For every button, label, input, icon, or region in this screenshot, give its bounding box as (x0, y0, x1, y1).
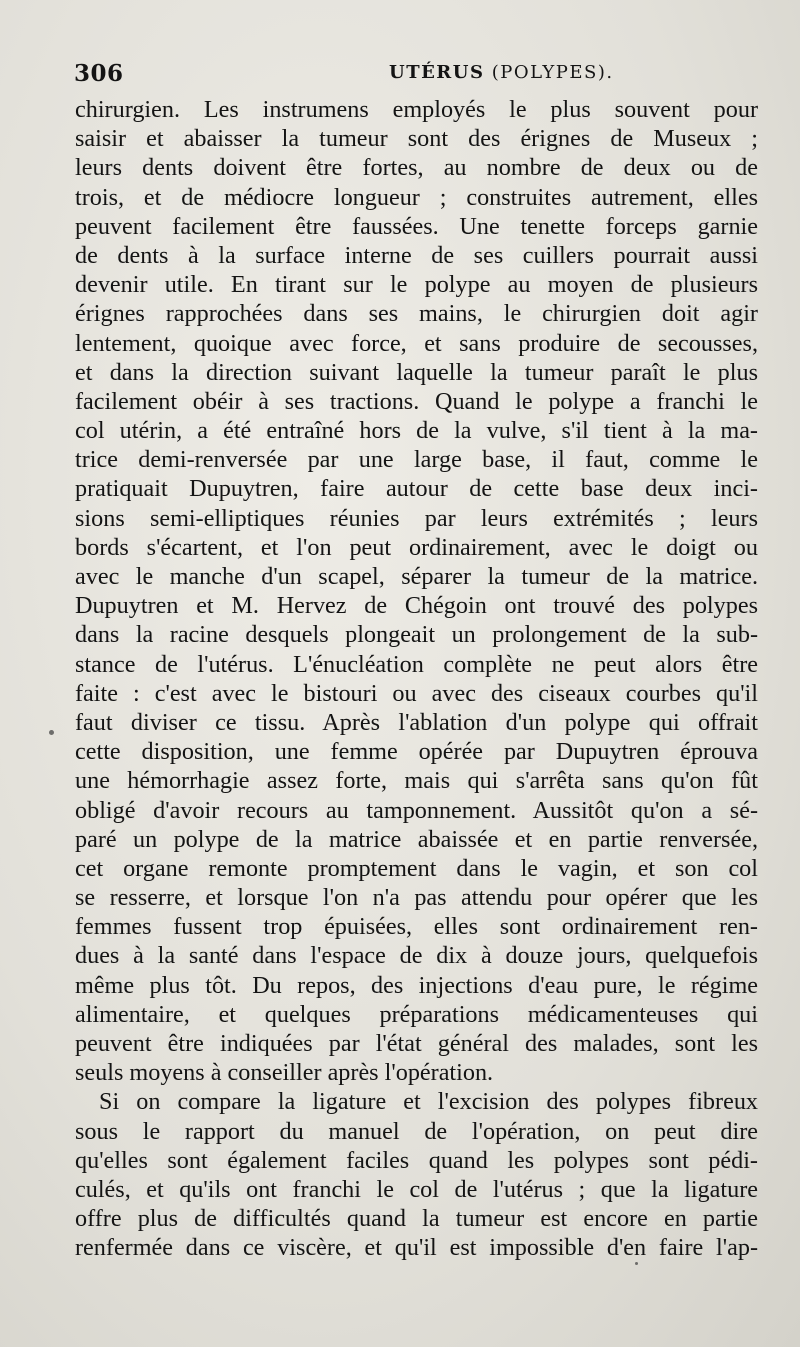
text-line: paré un polype de la matrice abaissée et en partie renversée, (75, 825, 758, 853)
text-line: Dupuytren et M. Hervez de Chégoin ont trouvé des polypes (75, 592, 758, 620)
text-line: devenir utile. En tirant sur le polype au moyen de plusieurs (75, 271, 758, 299)
text-line: lentement, quoique avec force, et sans produire de secousses, (75, 329, 758, 357)
text-line: érignes rapprochées dans ses mains, le chirurgien doit agir (75, 300, 758, 328)
text-line: renfermée dans ce viscère, et qu'il est impossible d'en faire l'ap- (75, 1234, 758, 1262)
page-number: 306 (74, 60, 124, 87)
text-line: avec le manche d'un scapel, séparer la tumeur de la matrice. (75, 563, 758, 590)
text-line: pratiquait Dupuytren, faire autour de cette base deux inci- (75, 475, 758, 503)
text-line: trois, et de médiocre longueur ; construites autrement, elles (75, 183, 758, 211)
text-line: col utérin, a été entraîné hors de la vulve, s'il tient à la ma- (75, 417, 758, 445)
text-line: dans la racine desquels plongeait un prolongement de la sub- (75, 621, 758, 649)
paragraph-end-line: seuls moyens à conseiller après l'opération. (75, 1059, 494, 1087)
text-line: chirurgien. Les instrumens employés le plus souvent pour (75, 96, 758, 123)
running-head-subtitle: (POLYPES). (491, 62, 614, 83)
text-line: femmes fussent trop épuisées, elles sont ordinairement ren- (75, 913, 758, 941)
text-line: qu'elles sont également faciles quand les polypes sont pédi- (75, 1146, 758, 1174)
text-line: se resserre, et lorsque l'on n'a pas attendu pour opérer que les (75, 884, 758, 912)
running-head (389, 62, 614, 83)
text-line: dues à la santé dans l'espace de dix à douze jours, quelquefois (75, 942, 758, 970)
text-line: même plus tôt. Du repos, des injections d'eau pure, le régime (75, 971, 758, 999)
text-line: peuvent facilement être faussées. Une tenette forceps garnie (75, 212, 758, 240)
text-line: trice demi-renversée par une large base, il faut, comme le (75, 446, 758, 474)
text-line: culés, et qu'ils ont franchi le col de l'utérus ; que la ligature (75, 1175, 758, 1203)
page-header (74, 56, 748, 90)
text-line: cet organe remonte promptement dans le vagin, et son col (75, 854, 758, 882)
paragraph-start-line: Si on compare la ligature et l'excision des polypes fibreux (99, 1088, 758, 1116)
text-line: une hémorrhagie assez forte, mais qui s'arrêta sans qu'on fût (75, 767, 758, 795)
text-line: et dans la direction suivant laquelle la tumeur paraît le plus (75, 358, 758, 386)
running-head-title: UTÉRUS (389, 62, 485, 83)
text-line: alimentaire, et quelques préparations médicamenteuses qui (75, 1000, 758, 1028)
text-line: leurs dents doivent être fortes, au nombre de deux ou de (75, 154, 758, 182)
text-line: saisir et abaisser la tumeur sont des érignes de Museux ; (75, 125, 758, 153)
text-line: cette disposition, une femme opérée par Dupuytren éprouva (75, 738, 758, 766)
text-line: stance de l'utérus. L'énucléation complète ne peut alors être (75, 650, 758, 678)
text-line: sous le rapport du manuel de l'opération, on peut dire (75, 1117, 758, 1145)
text-line: offre plus de difficultés quand la tumeur est encore en partie (75, 1205, 758, 1233)
text-line: peuvent être indiquées par l'état général des malades, sont les (75, 1030, 758, 1057)
text-line: faut diviser ce tissu. Après l'ablation d'un polype qui offrait (75, 708, 758, 736)
text-line: sions semi-elliptiques réunies par leurs extrémités ; leurs (75, 504, 758, 532)
text-line: obligé d'avoir recours au tamponnement. Aussitôt qu'on a sé- (75, 796, 758, 824)
text-line: bords s'écartent, et l'on peut ordinairement, avec le doigt ou (75, 533, 758, 561)
body-text (75, 95, 758, 1263)
text-line: facilement obéir à ses tractions. Quand le polype a franchi le (75, 387, 758, 415)
ink-speck (635, 1262, 638, 1265)
text-line: faite : c'est avec le bistouri ou avec des ciseaux courbes qu'il (75, 679, 758, 707)
ink-speck (49, 730, 54, 735)
text-line: de dents à la surface interne de ses cuillers pourrait aussi (75, 241, 758, 269)
